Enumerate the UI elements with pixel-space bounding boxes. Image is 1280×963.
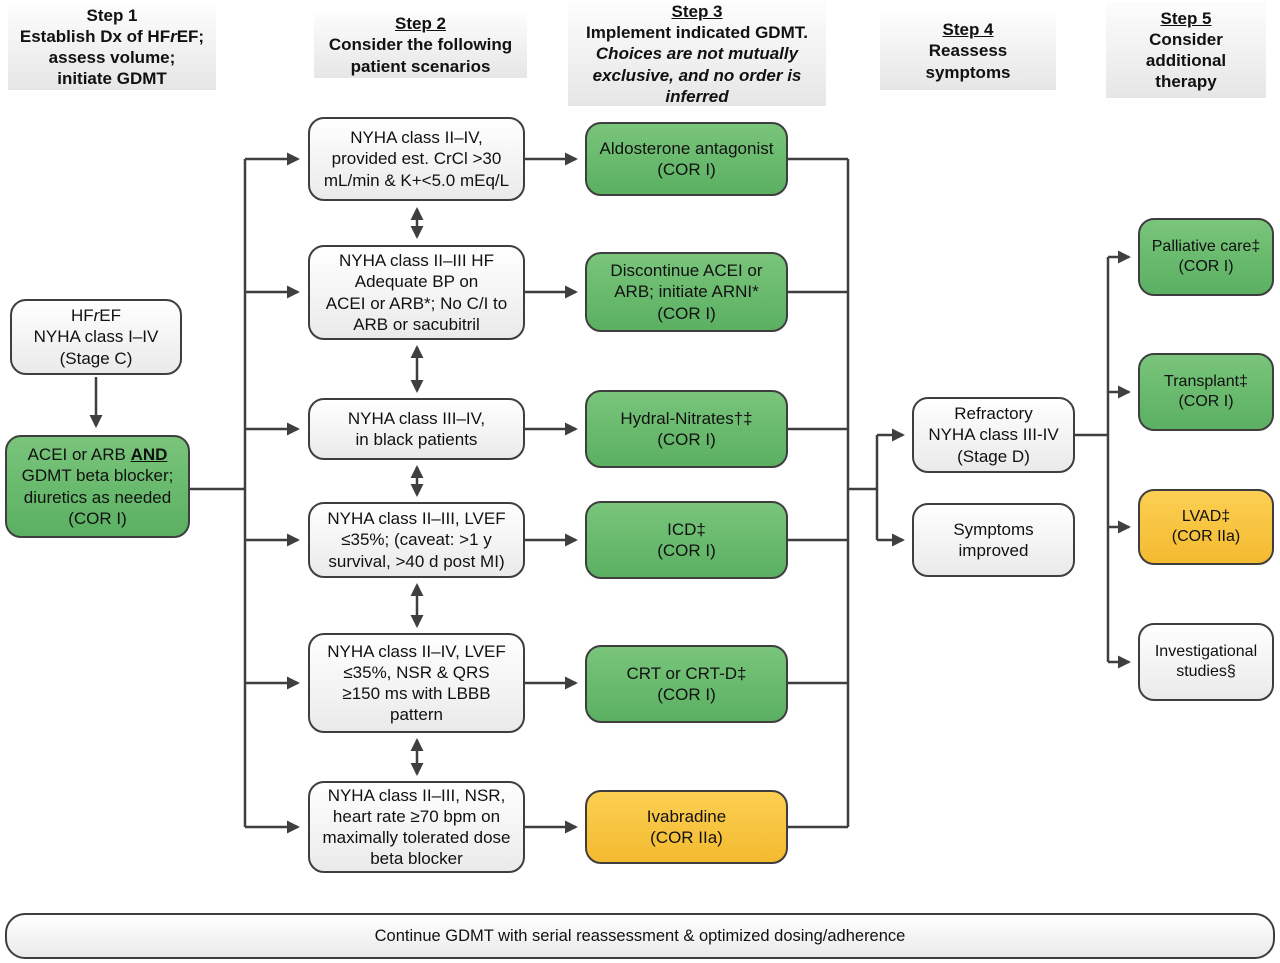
therapy-to-reassess-connectors	[788, 159, 903, 827]
initial-therapy-box	[5, 435, 190, 538]
scenario-text: NYHA class III–IV, in black patients	[347, 408, 486, 449]
initial-to-scenarios-connectors	[190, 159, 298, 827]
step3-header-text: Implement indicated GDMT. Choices are not mutually exclusive, and no order is inferred	[586, 23, 808, 106]
therapy-box-hydral-nitrates	[585, 390, 788, 468]
step2-header-text: Consider the following patient scenarios	[328, 35, 513, 76]
step2-label: Step 2	[394, 14, 447, 34]
scenario-box-icd-criteria	[308, 502, 525, 578]
scenario-box-aldosterone-criteria	[308, 117, 525, 201]
investigational-studies-box	[1138, 623, 1274, 701]
reassess-text: Symptoms improved	[953, 519, 1034, 560]
therapy-text: Discontinue ACEI or ARB; initiate ARNI* (COR I)	[610, 261, 763, 323]
therapy-text: ICD‡ (COR I)	[657, 519, 716, 560]
step2-header	[314, 12, 527, 78]
scenario-text: NYHA class II–III HF Adequate BP on ACEI or ARB*; No C/I to ARB or sacubitril	[325, 251, 508, 334]
therapy-box-ivabradine	[585, 790, 788, 864]
step1-header	[8, 4, 216, 90]
initial-therapy-text: ACEI or ARB AND GDMT beta blocker; diuretics as needed (COR I)	[21, 445, 174, 528]
therapy-box-aldosterone-antagonist	[585, 122, 788, 196]
therapy-text: Ivabradine (COR IIa)	[646, 806, 727, 847]
step1-label: Step 1	[86, 5, 138, 25]
step4-label: Step 4	[942, 20, 994, 40]
scenario-box-crt-criteria	[308, 633, 525, 733]
step5-label: Step 5	[1160, 8, 1212, 28]
reassess-text: Refractory NYHA class III-IV (Stage D)	[928, 404, 1059, 466]
stage-c-box	[10, 299, 182, 375]
stage-c-text: HFrEF NYHA class I–IV (Stage C)	[33, 306, 159, 368]
continue-gdmt-bar	[5, 913, 1275, 959]
refractory-stage-d-box	[912, 397, 1075, 473]
additional-text: LVAD‡ (COR IIa)	[1171, 508, 1241, 545]
scenario-to-therapy-arrows	[525, 159, 576, 827]
step3-header	[568, 2, 826, 106]
symptoms-improved-box	[912, 503, 1075, 577]
palliative-care-box	[1138, 218, 1274, 296]
step5-header-text: Consider additional therapy	[1145, 29, 1227, 92]
therapy-text: Hydral-Nitrates†‡ (COR I)	[620, 408, 753, 449]
scenario-box-ivabradine-criteria	[308, 781, 525, 873]
transplant-box	[1138, 353, 1274, 431]
therapy-box-icd	[585, 501, 788, 579]
additional-text: Transplant‡ (COR I)	[1164, 373, 1248, 410]
scenario-box-arni-criteria	[308, 245, 525, 340]
additional-text: Palliative care‡ (COR I)	[1151, 238, 1261, 275]
footer-text: Continue GDMT with serial reassessment & optimized dosing/adherence	[374, 926, 906, 945]
refractory-to-additional-connectors	[1075, 257, 1129, 662]
step4-header	[880, 12, 1056, 90]
step4-header-text: Reassess symptoms	[925, 41, 1011, 82]
step5-header	[1106, 2, 1266, 98]
scenario-box-black-patients	[308, 398, 525, 460]
scenario-text: NYHA class II–III, LVEF ≤35%; (caveat: >1 y survival, >40 d post MI)	[327, 509, 506, 571]
step3-label: Step 3	[671, 2, 723, 22]
scenario-text: NYHA class II–III, NSR, heart rate ≥70 bpm on maximally tolerated dose beta blocker	[322, 785, 511, 869]
scenario-text: NYHA class II–IV, provided est. CrCl >30 mL/min & K+<5.0 mEq/L	[323, 128, 510, 190]
scenario-text: NYHA class II–IV, LVEF ≤35%, NSR & QRS ≥150 ms with LBBB pattern	[327, 641, 506, 725]
lvad-box	[1138, 489, 1274, 565]
additional-text: Investigational studies§	[1154, 643, 1258, 680]
therapy-box-crt	[585, 645, 788, 723]
therapy-text: CRT or CRT-D‡ (COR I)	[626, 663, 747, 704]
therapy-box-arni	[585, 252, 788, 332]
therapy-text: Aldosterone antagonist (COR I)	[599, 138, 774, 179]
step1-header-text: Establish Dx of HFrEF; assess volume; initiate GDMT	[19, 26, 205, 89]
